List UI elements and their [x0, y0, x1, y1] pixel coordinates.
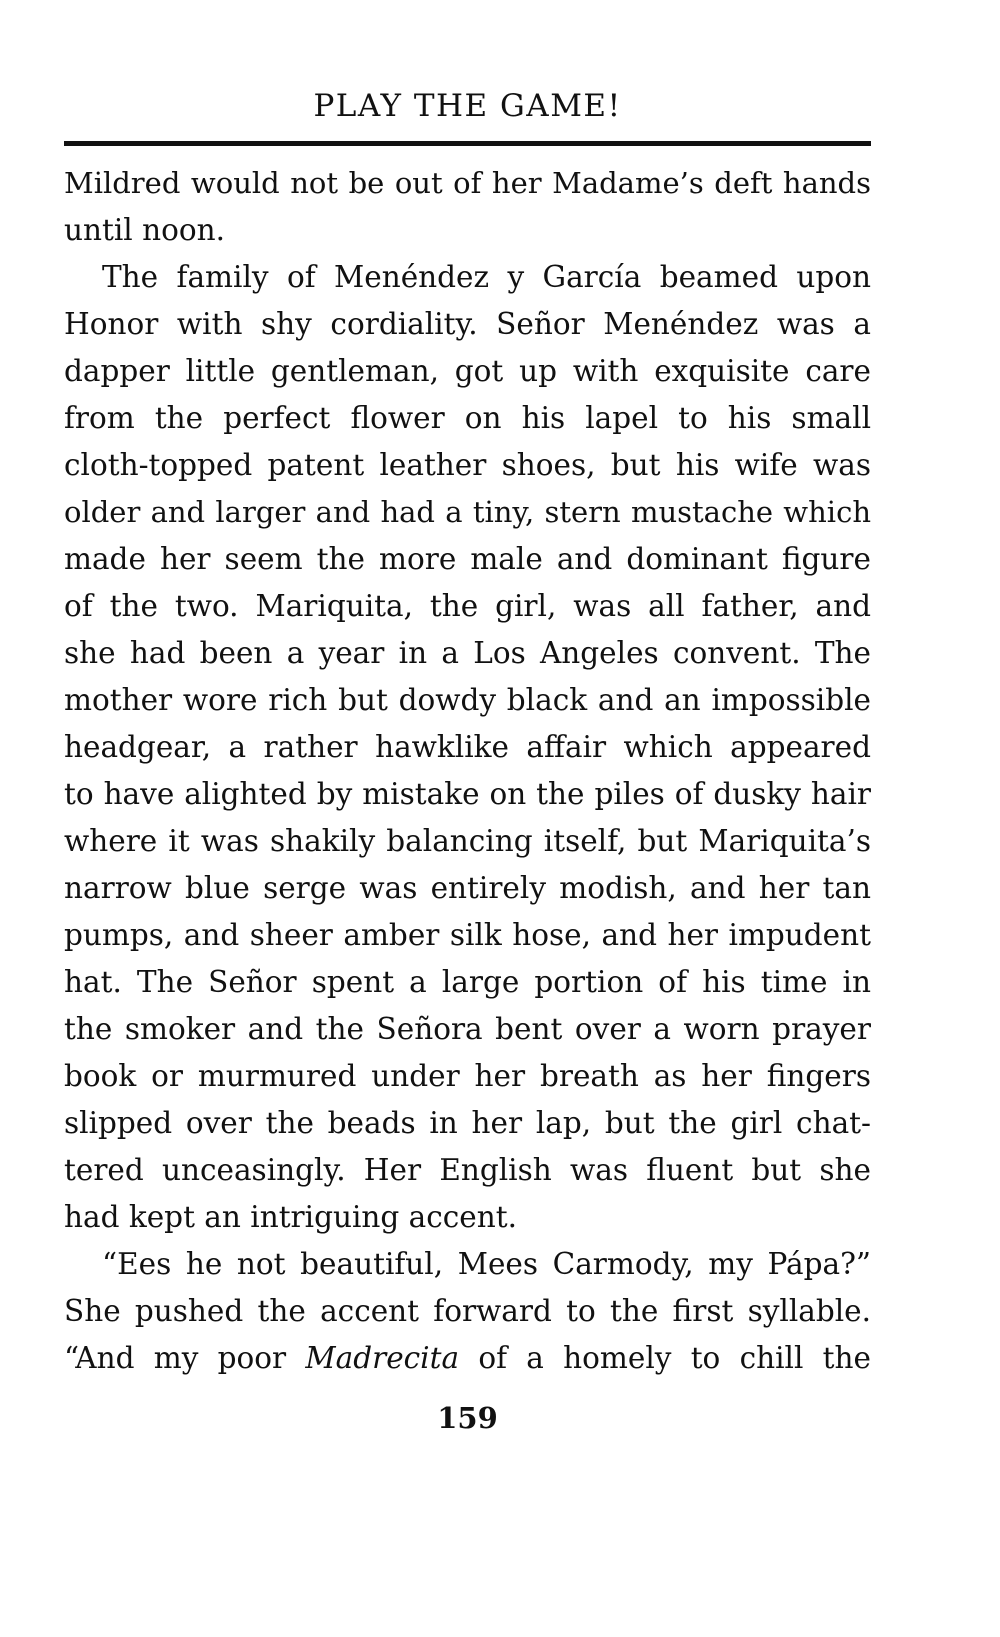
- text-line: older and larger and had a tiny, stern mustache which: [64, 495, 871, 529]
- text-segment: “And my poor: [64, 1341, 306, 1375]
- italic-segment: Madrecita: [305, 1341, 460, 1375]
- text-line: headgear, a rather hawklike affair which appeared: [64, 730, 871, 764]
- text-line: hat. The Señor spent a large portion of his time in: [64, 965, 871, 999]
- text-line: “Ees he not beautiful, Mees Carmody, my Pápa?”: [102, 1247, 871, 1281]
- text-line: cloth-topped patent leather shoes, but his wife was: [64, 448, 871, 482]
- text-line: narrow blue serge was entirely modish, and her tan: [64, 871, 871, 905]
- text-line: of the two. Mariquita, the girl, was all father, and: [64, 589, 871, 623]
- text-line: pumps, and sheer amber silk hose, and her impudent: [64, 918, 871, 952]
- running-head: PLAY THE GAME!: [313, 88, 622, 124]
- text-line: until noon.: [64, 213, 225, 247]
- text-line: She pushed the accent forward to the first syllable.: [64, 1294, 871, 1328]
- page-number: 159: [437, 1401, 498, 1435]
- text-line: made her seem the more male and dominant figure: [64, 542, 871, 576]
- text-line: tered unceasingly. Her English was fluent but she: [64, 1153, 871, 1187]
- text-line: had kept an intriguing accent.: [64, 1200, 517, 1234]
- text-line: mother wore rich but dowdy black and an impossible: [64, 683, 871, 717]
- text-line: the smoker and the Señora bent over a worn prayer: [64, 1012, 871, 1046]
- text-line: Mildred would not be out of her Madame’s deft hands: [64, 166, 871, 200]
- text-line: book or murmured under her breath as her fingers: [64, 1059, 871, 1093]
- text-line: to have alighted by mistake on the piles of dusky hair: [64, 777, 871, 811]
- text-line: she had been a year in a Los Angeles convent. The: [64, 636, 871, 670]
- text-line: The family of Menéndez y García beamed upon: [102, 260, 871, 294]
- header-rule: [64, 141, 871, 146]
- text-segment: of a homely to chill the: [459, 1341, 871, 1375]
- body-text: [64, 160, 871, 1382]
- text-line: dapper little gentleman, got up with exquisite care: [64, 354, 871, 388]
- text-line: Honor with shy cordiality. Señor Menéndez was a: [64, 307, 871, 341]
- text-line: [64, 1335, 871, 1382]
- text-line: slipped over the beads in her lap, but the girl chat-: [64, 1106, 871, 1140]
- text-line: from the perfect flower on his lapel to his small: [64, 401, 871, 435]
- text-line: where it was shakily balancing itself, but Mariquita’s: [64, 824, 871, 858]
